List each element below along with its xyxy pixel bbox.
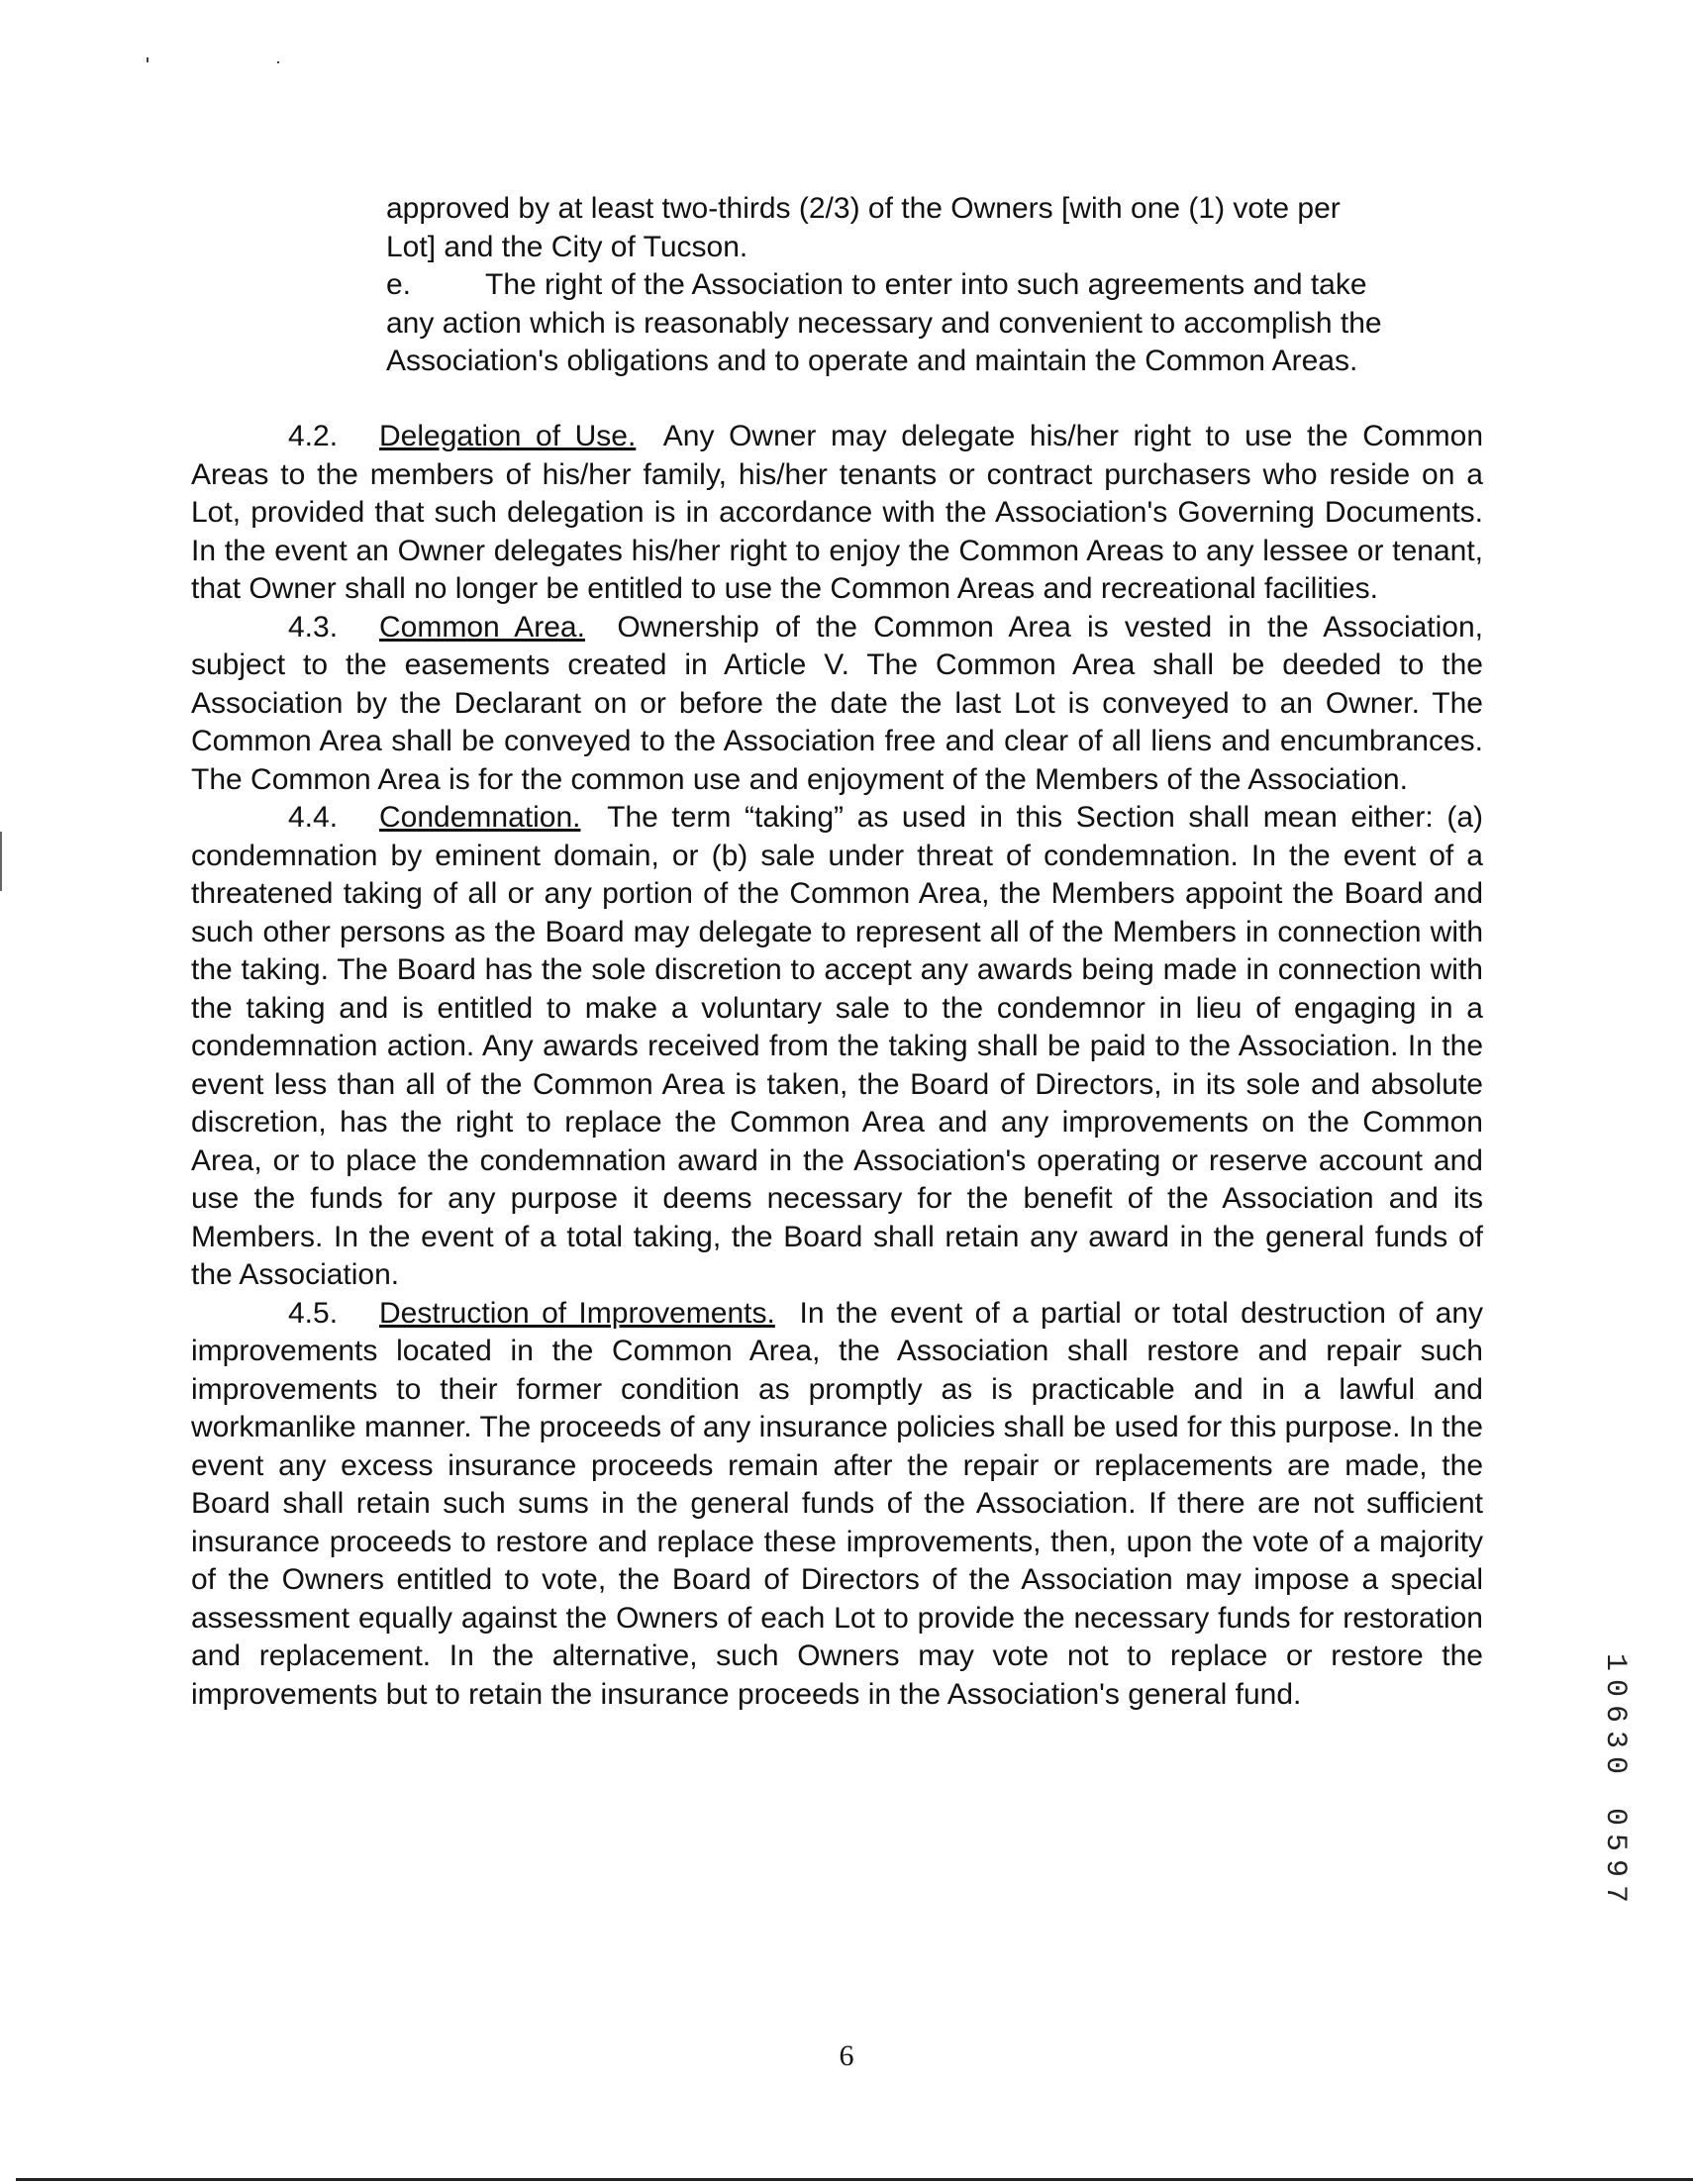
continuation-line: approved by at least two-thirds (2/3) of the Owners [with one (1) vote per — [386, 192, 1341, 225]
scan-speck — [147, 57, 149, 62]
section-4-3 — [191, 609, 1483, 800]
section-number: 4.3. — [288, 610, 339, 644]
section-title: Destruction of Improvements. — [379, 1296, 775, 1330]
item-e-label: e. — [386, 268, 412, 301]
recording-stamp: 10630 0597 — [1598, 1653, 1632, 1912]
section-4-4 — [191, 799, 1483, 1295]
sections-body — [191, 418, 1483, 1714]
section-text: In the event of a partial or total destruction of any improvements located in the Common Area, the Association shall restore and repair such improvements to their former condition as promptly as is practicable and in a lawful and workmanlike manner. The proceeds of any insurance policies shall be used for this purpose. In the event any excess insurance proceeds remain after the repair or replacements are made, the Board shall retain such sums in the general funds of the Association. If there are not sufficient insurance proceeds to restore and replace these improvements, then, upon the vote of a majority of the Owners entitled to vote, the Board of Directors of the Association may impose a special assessment equally against the Owners of each Lot to provide the necessary funds for restoration and replacement. In the alternative, such Owners may vote not to replace or restore the improvements but to retain the insurance proceeds in the Association's general fund. — [191, 1296, 1483, 1711]
continuation-line: Lot] and the City of Tucson. — [386, 230, 748, 263]
scan-bottom-edge — [16, 2178, 1693, 2181]
item-e-text: The right of the Association to enter into such agreements and take any action which is reasonably necessary and convenient to accomplish the Association's obligations and to operate and maintain the Common Areas. — [386, 268, 1382, 377]
section-4-2 — [191, 418, 1483, 609]
section-text: Ownership of the Common Area is vested in the Association, subject to the easements created in Article V. The Common Area shall be deeded to the Association by the Declarant on or before the date the last Lot is conveyed to an Owner. The Common Area shall be conveyed to the Association free and clear of all liens and encumbrances. The Common Area is for the common use and enjoyment of the Members of the Association. — [191, 610, 1483, 796]
item-e — [386, 266, 1406, 381]
scan-edge-mark — [0, 832, 2, 891]
section-text: Any Owner may delegate his/her right to use the Common Areas to the members of his/her family, his/her tenants or contract purchasers who reside on a Lot, provided that such delegation is in accordance with the Association's Governing Documents. In the event an Owner delegates his/her right to enjoy the Common Areas to any lessee or tenant, that Owner shall no longer be entitled to use the Common Areas and recreational facilities. — [191, 420, 1484, 605]
section-title: Common Area. — [379, 610, 585, 644]
section-text: The term “taking” as used in this Section shall mean either: (a) condemnation by eminent domain, or (b) sale under threat of condemnation. In the event of a threatened taking of all or any portion of the Common Area, the Members appoint the Board and such other persons as the Board may delegate to represent all of the Members in connection with the taking. The Board has the sole discretion to accept any awards being made in connection with the taking and is entitled to make a voluntary sale to the condemnor in lieu of engaging in a condemnation action. Any awards received from the taking shall be paid to the Association. In the event less than all of the Common Area is taken, the Board of Directors, in its sole and absolute discretion, has the right to replace the Common Area and any improvements on the Common Area, or to place the condemnation award in the Association's operating or reserve account and use the funds for any purpose it deems necessary for the benefit of the Association and its Members. In the event of a total taking, the Board shall retain any award in the general funds of the Association. — [191, 801, 1483, 1291]
section-number: 4.4. — [288, 801, 339, 834]
section-title: Delegation of Use. — [379, 420, 637, 452]
page-number: 6 — [839, 2039, 854, 2072]
section-4-5 — [191, 1295, 1483, 1715]
section-number: 4.5. — [288, 1296, 339, 1330]
section-number: 4.2. — [288, 420, 339, 452]
section-title: Condemnation. — [379, 801, 581, 834]
continuation-block — [386, 190, 1455, 381]
scan-speck — [277, 61, 279, 63]
